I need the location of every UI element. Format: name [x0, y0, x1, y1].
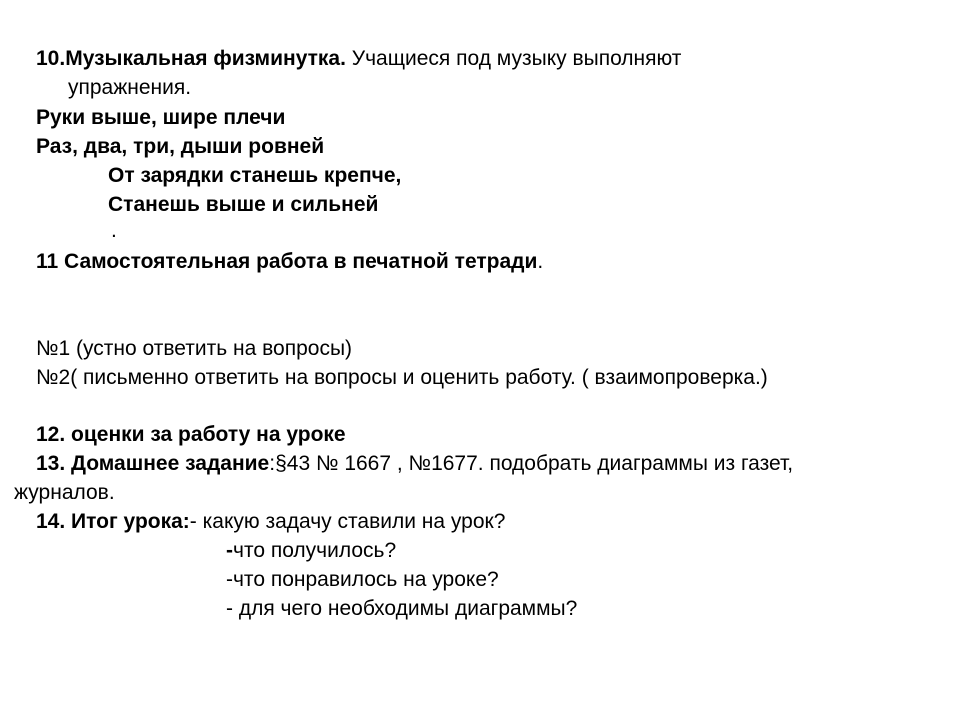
poem-line-2: Раз, два, три, дыши ровней — [36, 135, 325, 158]
item-12-title: 12. оценки за работу на уроке — [36, 423, 346, 446]
item-14-title: 14. Итог урока — [36, 510, 183, 533]
item-10-title: Музыкальная физминутка. — [65, 47, 346, 70]
item-14-question-4: - для чего необходимы диаграммы? — [226, 597, 578, 620]
item-14-question-3: -что понравилось на уроке? — [226, 568, 499, 591]
item-10-line — [36, 47, 681, 71]
poem-line-1: Руки выше, шире плечи — [36, 106, 286, 129]
poem-line-4: Станешь выше и сильней — [108, 193, 379, 216]
poem-dot: . — [111, 219, 117, 242]
item-13-line — [36, 452, 793, 476]
item-14-line — [36, 510, 505, 534]
item-10-text-continued: упражнения. — [68, 76, 192, 99]
item-14-question-2: -что получилось? — [226, 539, 397, 562]
item-14-colon: : — [182, 510, 190, 533]
item-11-line — [36, 250, 543, 274]
item-10-number: 10. — [36, 47, 66, 70]
poem-line-3: От зарядки станешь крепче, — [108, 164, 402, 187]
item-13-text: :§43 № 1667 , №1677. подобрать диаграммы из газет, — [269, 452, 794, 475]
item-12-line — [36, 423, 346, 447]
task-1: №1 (устно ответить на вопросы) — [36, 337, 353, 360]
item-13-text-continued: журналов. — [14, 481, 115, 504]
task-2: №2( письменно ответить на вопросы и оценить работу. ( взаимопроверка.) — [36, 366, 768, 389]
item-14-question-1: - какую задачу ставили на урок? — [189, 510, 506, 533]
item-10-text: Учащиеся под музыку выполняют — [345, 47, 682, 70]
item-13-title: 13. Домашнее задание — [36, 452, 270, 475]
item-11-title: 11 Самостоятельная работа в печатной тетради — [36, 250, 538, 273]
item-11-period: . — [537, 250, 544, 273]
